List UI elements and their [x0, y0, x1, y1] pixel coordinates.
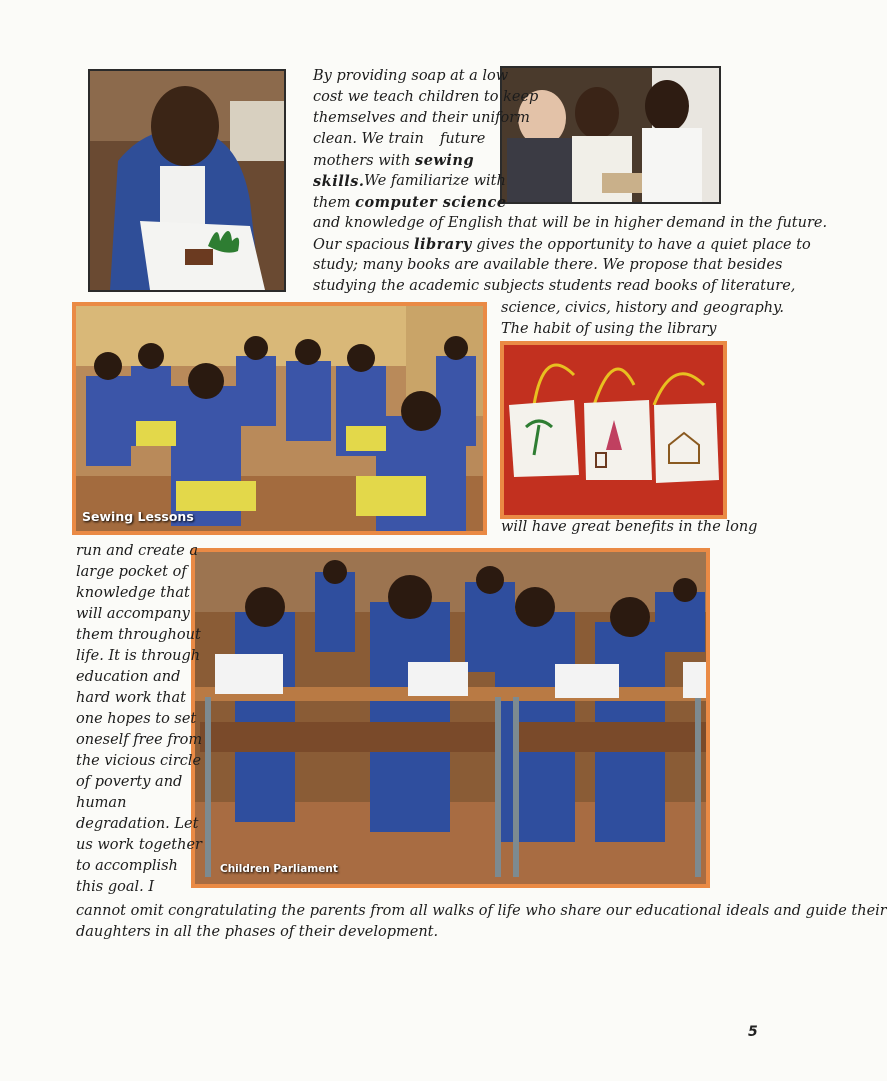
photo-girl-sewing	[88, 69, 286, 292]
emphasis-skills: skills.	[313, 173, 365, 190]
text-line	[313, 234, 811, 256]
text-line: us work together	[76, 837, 202, 853]
text-line: cost we teach children to keep	[313, 89, 539, 105]
text-line: hard work that	[76, 690, 186, 706]
text-line: cannot omit congratulating the parents from all walks of life who share our educational ideals and guide their	[76, 903, 887, 919]
caption-children-parliament: Children Parliament	[220, 863, 338, 875]
text-line: daughters in all the phases of their development.	[76, 924, 439, 940]
text-span: Our spacious	[313, 237, 415, 253]
text-line: life. It is through	[76, 648, 201, 664]
text-line: one hopes to set	[76, 711, 197, 727]
emphasis-library: library	[414, 236, 472, 253]
text-line: By providing soap at a low	[313, 68, 509, 84]
text-line: The habit of using the library	[501, 321, 717, 337]
text-line: will have great benefits in the long	[501, 519, 758, 535]
text-line: run and create a	[76, 543, 199, 559]
text-line: human	[76, 795, 127, 811]
photo-sewing-lessons	[72, 302, 487, 535]
text-line: will accompany	[76, 606, 190, 622]
text-line: this goal. I	[76, 879, 155, 895]
text-line: education and	[76, 669, 181, 685]
text-line	[313, 171, 364, 193]
emphasis-computer-science: computer science	[355, 194, 507, 211]
text-line: to accomplish	[76, 858, 178, 874]
text-span: mothers with	[313, 153, 416, 169]
text-line: of poverty and	[76, 774, 183, 790]
text-line: them throughout	[76, 627, 201, 643]
text-line: and knowledge of English that will be in higher demand in the future.	[313, 215, 828, 231]
text-line: knowledge that	[76, 585, 190, 601]
page-number: 5	[748, 1024, 758, 1040]
text-span: them	[313, 195, 356, 211]
text-line	[313, 150, 474, 172]
photo-embroidered-bags	[500, 341, 727, 519]
text-line: oneself free from	[76, 732, 203, 748]
emphasis-sewing: sewing	[415, 152, 475, 169]
text-line	[313, 192, 507, 214]
text-line: themselves and their uniform	[313, 110, 530, 126]
text-line: future	[440, 131, 486, 147]
text-line: the vicious circle	[76, 753, 202, 769]
text-line: studying the academic subjects students read books of literature,	[313, 278, 796, 294]
text-line: degradation. Let	[76, 816, 199, 832]
text-span: gives the opportunity to have a quiet place to	[471, 237, 811, 253]
text-line: large pocket of	[76, 564, 187, 580]
text-line: study; many books are available there. We propose that besides	[313, 257, 783, 273]
caption-sewing-lessons: Sewing Lessons	[82, 509, 194, 524]
text-line: We familiarize with	[364, 173, 506, 189]
photo-children-parliament	[191, 548, 710, 888]
text-line: clean. We train	[313, 131, 424, 147]
text-line: science, civics, history and geography.	[501, 300, 784, 316]
